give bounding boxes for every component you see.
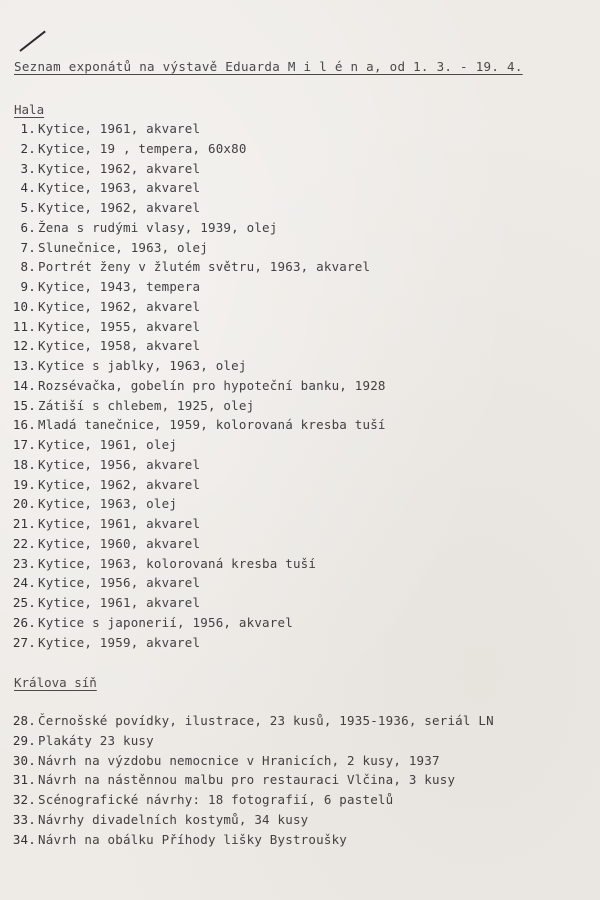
- item-number: 23.: [12, 555, 36, 571]
- item-number: 28.: [12, 713, 36, 728]
- item-text: Kytice, 1955, akvarel: [38, 318, 201, 334]
- item-number: 20.: [12, 496, 36, 512]
- item-number: 25.: [12, 595, 36, 610]
- section-heading-hala: Hala: [14, 102, 45, 117]
- item-text: Kytice, 1963, olej: [38, 496, 178, 512]
- list-item: [0, 832, 347, 848]
- handwritten-slash-mark: [19, 31, 45, 52]
- list-item: [0, 536, 200, 552]
- item-number: 30.: [12, 752, 36, 768]
- item-text: Portrét ženy v žlutém světru, 1963, akvarel: [38, 259, 371, 275]
- list-item: [0, 556, 316, 572]
- item-number: 3.: [20, 160, 36, 176]
- item-text: Slunečnice, 1963, olej: [38, 239, 208, 255]
- list-item: [0, 575, 200, 591]
- item-number: 15.: [12, 397, 36, 413]
- item-number: 18.: [12, 456, 36, 472]
- item-number: 24.: [12, 575, 36, 591]
- item-number: 6.: [20, 219, 36, 235]
- item-number: 13.: [12, 358, 36, 373]
- item-number: 17.: [12, 437, 36, 452]
- item-text: Kytice, 1962, akvarel: [38, 476, 201, 492]
- item-number: 11.: [12, 318, 36, 334]
- item-number: 7.: [20, 239, 36, 255]
- list-item: [0, 378, 386, 394]
- item-text: Zátiší s chlebem, 1925, olej: [38, 397, 255, 413]
- item-text: Kytice, 1962, akvarel: [38, 160, 201, 176]
- item-text: Kytice, 1960, akvarel: [38, 535, 201, 551]
- item-text: Kytice, 1963, kolorovaná kresba tuší: [38, 555, 317, 571]
- section-heading-kralova-sin: Králova síň: [14, 675, 97, 690]
- list-item: [0, 417, 386, 433]
- list-item: [0, 753, 440, 769]
- item-text: Kytice, 1961, olej: [38, 437, 178, 452]
- item-number: 8.: [20, 259, 36, 275]
- list-item: [0, 457, 200, 473]
- list-item: [0, 259, 370, 275]
- list-item: [0, 595, 200, 611]
- list-item: [0, 161, 200, 177]
- item-text: Kytice, 1961, akvarel: [38, 121, 201, 136]
- list-item: [0, 279, 200, 295]
- list-item: [0, 713, 494, 729]
- list-item: [0, 812, 308, 828]
- list-item: [0, 516, 200, 532]
- item-text: Kytice, 19 , tempera, 60x80: [38, 140, 247, 156]
- item-number: 32.: [12, 792, 36, 807]
- item-number: 34.: [12, 831, 36, 847]
- list-item: [0, 772, 455, 788]
- item-number: 31.: [12, 772, 36, 788]
- item-number: 5.: [20, 200, 36, 215]
- item-number: 10.: [12, 298, 36, 314]
- document-title: Seznam exponátů na výstavě Eduarda M i l é n a, od 1. 3. - 19. 4.: [14, 59, 523, 74]
- item-number: 2.: [20, 140, 36, 156]
- item-number: 29.: [12, 732, 36, 748]
- item-text: Návrh na obálku Příhody lišky Bystroušky: [38, 831, 348, 847]
- item-text: Kytice, 1961, akvarel: [38, 516, 201, 531]
- item-text: Kytice, 1956, akvarel: [38, 456, 201, 472]
- item-text: Návrh na nástěnnou malbu pro restauraci Vlčina, 3 kusy: [38, 772, 456, 788]
- list-item: [0, 615, 293, 631]
- item-text: Kytice, 1956, akvarel: [38, 575, 201, 591]
- item-number: 27.: [12, 634, 36, 650]
- item-number: 33.: [12, 811, 36, 827]
- item-number: 4.: [20, 180, 36, 196]
- list-item: [0, 792, 393, 808]
- list-item: [0, 398, 254, 414]
- list-item: [0, 200, 200, 216]
- item-text: Kytice, 1962, akvarel: [38, 298, 201, 314]
- item-number: 14.: [12, 377, 36, 393]
- item-text: Kytice, 1943, tempera: [38, 279, 201, 294]
- list-item: [0, 635, 200, 651]
- list-item: [0, 358, 247, 374]
- item-number: 12.: [12, 338, 36, 354]
- item-text: Scénografické návrhy: 18 fotografií, 6 pastelů: [38, 792, 394, 807]
- list-item: [0, 338, 200, 354]
- list-item: [0, 437, 177, 453]
- item-text: Mladá tanečnice, 1959, kolorovaná kresba tuší: [38, 417, 386, 433]
- list-item: [0, 319, 200, 335]
- list-item: [0, 496, 177, 512]
- item-text: Rozsévačka, gobelín pro hypoteční banku, 1928: [38, 377, 386, 393]
- item-number: 22.: [12, 535, 36, 551]
- item-number: 1.: [20, 121, 36, 136]
- item-number: 9.: [20, 279, 36, 294]
- item-text: Kytice, 1961, akvarel: [38, 595, 201, 610]
- item-text: Kytice, 1963, akvarel: [38, 180, 201, 196]
- list-item: [0, 220, 278, 236]
- list-item: [0, 240, 208, 256]
- item-text: Kytice, 1962, akvarel: [38, 200, 201, 215]
- item-text: Kytice s jablky, 1963, olej: [38, 358, 247, 373]
- item-text: Kytice, 1959, akvarel: [38, 634, 201, 650]
- item-number: 19.: [12, 476, 36, 492]
- list-item: [0, 180, 200, 196]
- list-item: [0, 121, 200, 137]
- item-text: Kytice s japonerií, 1956, akvarel: [38, 614, 293, 630]
- item-text: Návrhy divadelních kostymů, 34 kusy: [38, 811, 309, 827]
- item-text: Kytice, 1958, akvarel: [38, 338, 201, 354]
- item-text: Žena s rudými vlasy, 1939, olej: [38, 219, 278, 235]
- list-item: [0, 299, 200, 315]
- list-item: [0, 477, 200, 493]
- item-number: 21.: [12, 516, 36, 531]
- item-number: 26.: [12, 614, 36, 630]
- item-text: Návrh na výzdobu nemocnice v Hranicích, 2 kusy, 1937: [38, 752, 440, 768]
- item-text: Plakáty 23 kusy: [38, 732, 154, 748]
- list-item: [0, 733, 154, 749]
- item-number: 16.: [12, 417, 36, 433]
- list-item: [0, 141, 247, 157]
- item-text: Černošské povídky, ilustrace, 23 kusů, 1935-1936, seriál LN: [38, 713, 494, 728]
